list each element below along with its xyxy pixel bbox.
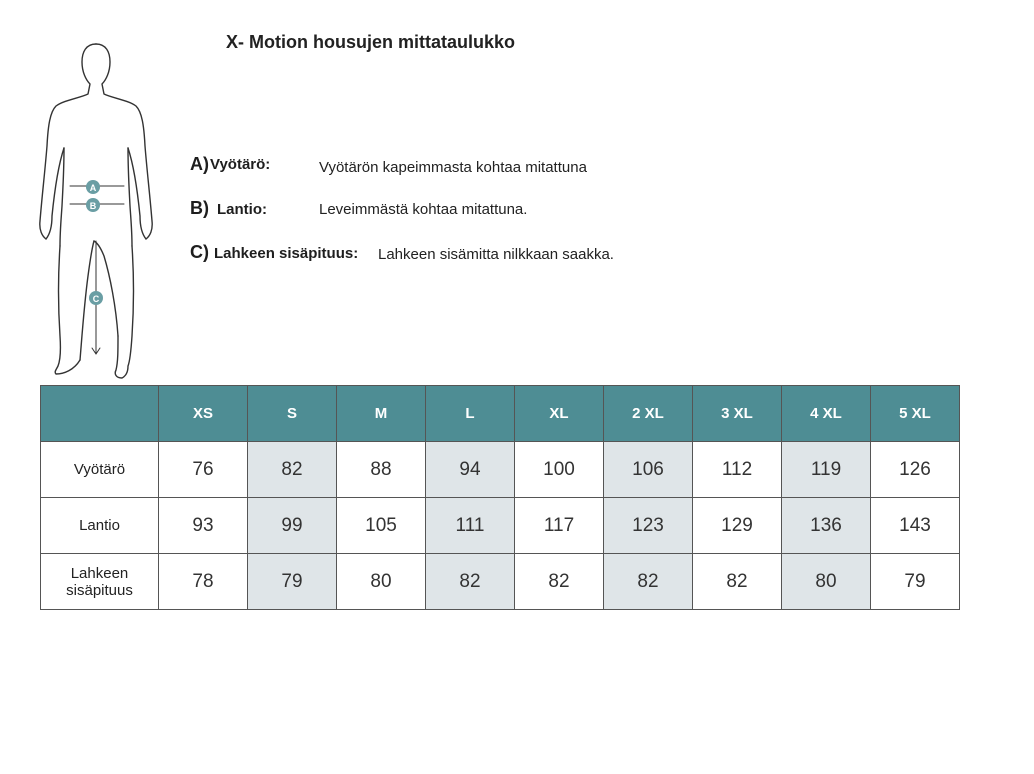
- table-cell: 78: [159, 554, 248, 610]
- measure-letter-b: B): [190, 198, 209, 218]
- page-title: X- Motion housujen mittataulukko: [226, 32, 515, 52]
- table-cell: 129: [693, 498, 782, 554]
- table-cell: 79: [248, 554, 337, 610]
- table-cell: 94: [426, 442, 515, 498]
- measure-desc-waist: Vyötärön kapeimmasta kohtaa mitattuna: [319, 159, 587, 176]
- size-header-xs: XS: [159, 386, 248, 442]
- svg-text:C: C: [92, 294, 100, 304]
- table-cell: 93: [159, 498, 248, 554]
- size-header-5xl: 5 XL: [871, 386, 960, 442]
- table-cell: 80: [782, 554, 871, 610]
- measure-name-hip: Lantio:: [217, 201, 267, 218]
- table-row-hip: [41, 498, 960, 554]
- size-table: [40, 385, 960, 610]
- measure-name-waist: Vyötärö:: [210, 156, 271, 173]
- table-cell: 117: [515, 498, 604, 554]
- size-header-4xl: 4 XL: [782, 386, 871, 442]
- svg-text:A: A: [89, 183, 97, 193]
- header-corner-cell: [41, 386, 159, 442]
- measure-letter-c: C): [190, 242, 209, 262]
- table-cell: 126: [871, 442, 960, 498]
- table-cell: 112: [693, 442, 782, 498]
- table-cell: 76: [159, 442, 248, 498]
- measure-marker-c: [89, 291, 103, 305]
- measure-marker-b: [86, 198, 100, 212]
- table-cell: 99: [248, 498, 337, 554]
- table-cell: 105: [337, 498, 426, 554]
- table-cell: 82: [515, 554, 604, 610]
- table-cell: 88: [337, 442, 426, 498]
- row-label-waist: Vyötärö: [50, 461, 150, 478]
- size-header-m: M: [337, 386, 426, 442]
- size-header-s: S: [248, 386, 337, 442]
- measure-desc-inseam: Lahkeen sisämitta nilkkaan saakka.: [378, 246, 614, 263]
- table-cell: 82: [426, 554, 515, 610]
- table-cell: 80: [337, 554, 426, 610]
- table-cell: 106: [604, 442, 693, 498]
- table-cell: 119: [782, 442, 871, 498]
- table-cell: 82: [693, 554, 782, 610]
- size-header-row: [41, 386, 960, 442]
- measure-desc-hip: Leveimmästä kohtaa mitattuna.: [319, 201, 528, 218]
- table-cell: 123: [604, 498, 693, 554]
- row-label-cell: [41, 442, 159, 498]
- table-cell: 100: [515, 442, 604, 498]
- row-label-cell: [41, 498, 159, 554]
- table-cell: 82: [604, 554, 693, 610]
- table-cell: 143: [871, 498, 960, 554]
- row-label-inseam: Lahkeen sisäpituus: [50, 565, 150, 599]
- size-header-3xl: 3 XL: [693, 386, 782, 442]
- table-row-inseam: [41, 554, 960, 610]
- measure-name-inseam: Lahkeen sisäpituus:: [214, 245, 359, 262]
- table-cell: 79: [871, 554, 960, 610]
- body-figure-illustration: [30, 36, 160, 386]
- table-cell: 111: [426, 498, 515, 554]
- table-row-waist: [41, 442, 960, 498]
- table-cell: 82: [248, 442, 337, 498]
- size-header-xl: XL: [515, 386, 604, 442]
- measure-marker-a: [86, 180, 100, 194]
- svg-text:B: B: [89, 201, 97, 211]
- row-label-hip: Lantio: [50, 517, 150, 534]
- row-label-cell: [41, 554, 159, 610]
- measure-letter-a: A): [190, 154, 209, 174]
- table-cell: 136: [782, 498, 871, 554]
- size-header-l: L: [426, 386, 515, 442]
- size-header-2xl: 2 XL: [604, 386, 693, 442]
